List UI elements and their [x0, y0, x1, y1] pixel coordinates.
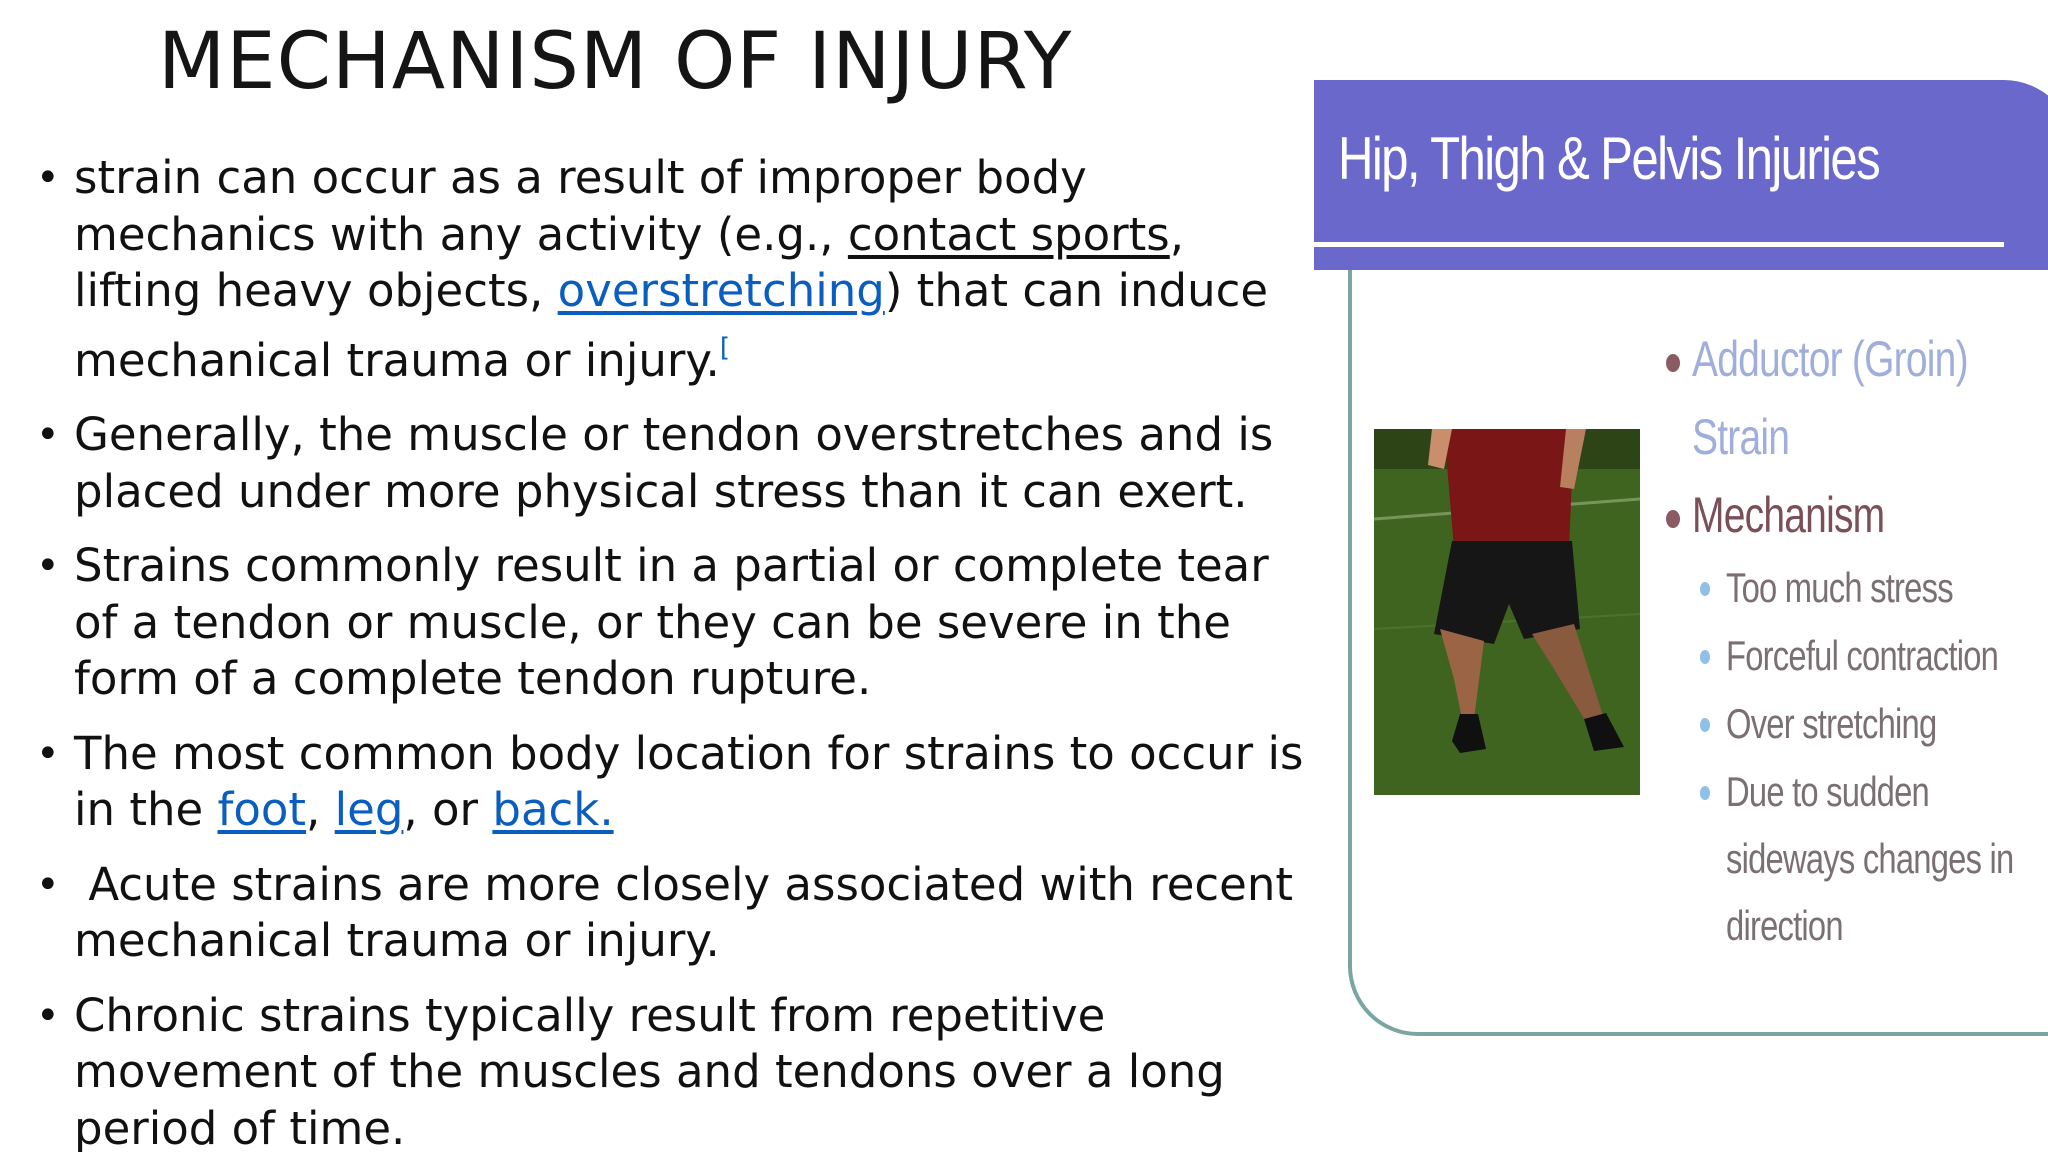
bullet-item: • Strains commonly result in a partial or complete tear of a tendon or muscle, or they can be severe in the form of a complete tendon rupture. — [36, 538, 1306, 708]
subitem-label: Forceful contraction — [1726, 632, 1999, 679]
embedded-subitem — [1664, 554, 2044, 622]
subitem-label: Too much stress — [1726, 564, 1953, 611]
bullet-text: , lifting heavy objects, — [74, 207, 1185, 317]
bullet-text: ) that can induce mechanical trauma or injury. — [74, 264, 1269, 387]
embedded-slide-header — [1314, 80, 2048, 270]
bullet-item: • Acute strains are more closely associated with recent mechanical trauma or injury. — [36, 857, 1306, 970]
subitem-label: Due to sudden — [1726, 768, 1929, 815]
bullet-item — [36, 150, 1306, 389]
embedded-subitem — [1664, 690, 2044, 758]
subitem-label: sideways changes in — [1726, 835, 2014, 882]
embedded-slide-image — [1314, 80, 2048, 1040]
bullet-text: , — [306, 783, 335, 836]
subitem-label: Over stretching — [1726, 700, 1937, 747]
reference-link[interactable]: [ — [719, 332, 731, 363]
bullet-text: strain can occur as a result of improper body mechanics with any activity (e.g., — [74, 151, 1087, 261]
embedded-slide-title: Hip, Thigh & Pelvis Injuries — [1338, 125, 1880, 192]
embedded-item — [1664, 320, 2044, 476]
bullet-text: The most common body location for strains to occur is in the — [74, 726, 1304, 836]
bullet-item: • Chronic strains typically result from repetitive movement of the muscles and tendons over a long period of time. — [36, 988, 1306, 1152]
overstretching-link[interactable]: overstretching — [557, 264, 885, 317]
bullet-text: , or — [403, 783, 493, 836]
embedded-item — [1664, 476, 2044, 554]
embedded-subitem — [1664, 622, 2044, 690]
subitem-label: direction — [1726, 902, 1843, 949]
athlete-photo — [1374, 429, 1640, 795]
back-link[interactable]: back. — [492, 783, 614, 836]
item-label: Adductor (Groin) — [1692, 331, 1968, 387]
slide-title: MECHANISM OF INJURY — [158, 17, 1073, 107]
embedded-subitem — [1664, 758, 2044, 959]
embedded-bullet-list — [1664, 320, 2044, 959]
bullet-item — [36, 726, 1306, 839]
header-divider — [1314, 242, 2004, 247]
contact-sports-link[interactable]: contact sports — [847, 207, 1170, 261]
bullet-list — [36, 150, 1306, 1152]
foot-link[interactable]: foot — [217, 783, 307, 836]
leg-link[interactable]: leg — [334, 783, 404, 836]
item-label: Strain — [1692, 409, 1790, 465]
item-label: Mechanism — [1692, 487, 1885, 543]
bullet-item: • Generally, the muscle or tendon overstretches and is placed under more physical stress than it can exert. — [36, 407, 1306, 520]
athlete-illustration — [1374, 429, 1640, 795]
